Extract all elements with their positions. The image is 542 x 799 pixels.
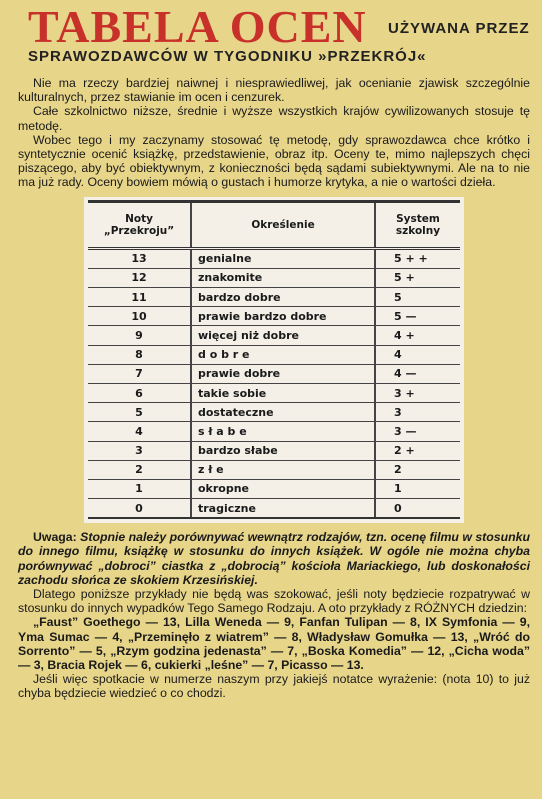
cell-okreslenie: więcej niż dobre xyxy=(191,326,375,345)
cell-nota: 0 xyxy=(88,499,191,519)
grades-table xyxy=(88,200,460,520)
cell-system: 0 xyxy=(375,499,460,519)
table-row xyxy=(88,403,460,422)
cell-okreslenie: s ł a b e xyxy=(191,422,375,441)
table-row xyxy=(88,288,460,307)
cell-okreslenie: z ł e xyxy=(191,460,375,479)
intro-paragraph-2: Całe szkolnictwo niższe, średnie i wyższe wszystkich krajów cywilizowanych stosuje tę metodę. xyxy=(18,104,530,133)
table-row xyxy=(88,383,460,402)
note-label: Uwaga: xyxy=(33,530,77,545)
cell-nota: 6 xyxy=(88,383,191,402)
table-row xyxy=(88,479,460,498)
cell-system: 4 xyxy=(375,345,460,364)
cell-nota: 4 xyxy=(88,422,191,441)
header-okreslenie: Określenie xyxy=(191,201,375,248)
grades-table-container xyxy=(84,197,464,524)
table-row xyxy=(88,441,460,460)
cell-system: 3 xyxy=(375,403,460,422)
cell-okreslenie: okropne xyxy=(191,479,375,498)
after-paragraph-1: Dlatego poniższe przykłady nie będą was szokować, jeśli noty będziecie rozpatrywać w stosunku do innych wypadków Tego Samego Rodzaju. A oto przykłady z RÓŻNYCH dziedzin: xyxy=(18,587,530,616)
table-row xyxy=(88,460,460,479)
header-nota: Noty „Przekroju” xyxy=(88,201,191,248)
table-body xyxy=(88,248,460,518)
cell-system: 1 xyxy=(375,479,460,498)
cell-nota: 12 xyxy=(88,268,191,287)
cell-okreslenie: prawie bardzo dobre xyxy=(191,307,375,326)
cell-okreslenie: d o b r e xyxy=(191,345,375,364)
cell-system: 2 xyxy=(375,460,460,479)
cell-okreslenie: genialne xyxy=(191,248,375,268)
cell-nota: 2 xyxy=(88,460,191,479)
intro-paragraph-1: Nie ma rzeczy bardziej naiwnej i niesprawiedliwej, jak ocenianie zjawisk szczególnie kulturalnych, przez stawianie im ocen i cenzurek. xyxy=(18,76,530,105)
closing-paragraph: Jeśli więc spotkacie w numerze naszym przy jakiejś notatce wyrażenie: (nota 10) to już chyba będziecie wiedzieć o co chodzi. xyxy=(18,672,530,701)
article-subtitle: SPRAWOZDAWCÓW W TYGODNIKU »PRZEKRÓJ« xyxy=(28,48,427,65)
cell-system: 5 + xyxy=(375,268,460,287)
cell-system: 5 + + xyxy=(375,248,460,268)
table-header-row xyxy=(88,201,460,248)
cell-system: 5 xyxy=(375,288,460,307)
cell-system: 4 — xyxy=(375,364,460,383)
examples-paragraph: „Faust” Goethego — 13, Lilla Weneda — 9, Fanfan Tulipan — 8, IX Symfonia — 9, Yma Sumac — 4, „Przeminęło z wiatrem” — 8, Władysław Gomułka — 13, „Wróć do Sorrento” — 5, „Rzym godzina jedenasta” — 7, „Boska Komedia” — 12, „Cicha woda” — 3, Bracia Rojek — 6, cukierki „leśne” — 7, Picasso — 13. xyxy=(18,615,530,673)
cell-nota: 8 xyxy=(88,345,191,364)
cell-nota: 1 xyxy=(88,479,191,498)
cell-okreslenie: bardzo dobre xyxy=(191,288,375,307)
cell-nota: 7 xyxy=(88,364,191,383)
table-row xyxy=(88,268,460,287)
article-header xyxy=(18,1,530,66)
cell-okreslenie: bardzo słabe xyxy=(191,441,375,460)
article-title: TABELA OCEN xyxy=(28,1,367,52)
table-row xyxy=(88,307,460,326)
cell-system: 2 + xyxy=(375,441,460,460)
note-paragraph xyxy=(18,530,530,587)
cell-system: 5 — xyxy=(375,307,460,326)
cell-okreslenie: znakomite xyxy=(191,268,375,287)
intro-section xyxy=(18,76,530,190)
table-row xyxy=(88,422,460,441)
cell-okreslenie: tragiczne xyxy=(191,499,375,519)
note-body: Stopnie należy porównywać wewnątrz rodzajów, tzn. ocenę filmu w stosunku do innego filmu, książkę w stosunku do innych książek. W ogóle nie można chyba porównywać „dobroci” ciastka z „dobrocią” kościoła Mariackiego, lub doskonałości zachodu słońca ze skokiem Krzesińskiej. xyxy=(18,530,530,587)
cell-system: 3 — xyxy=(375,422,460,441)
cell-nota: 9 xyxy=(88,326,191,345)
cell-nota: 3 xyxy=(88,441,191,460)
cell-nota: 10 xyxy=(88,307,191,326)
cell-okreslenie: dostateczne xyxy=(191,403,375,422)
table-row xyxy=(88,248,460,268)
table-row xyxy=(88,326,460,345)
intro-paragraph-3: Wobec tego i my zaczynamy stosować tę metodę, gdy sprawozdawca chce krótko i syntetycznie ocenić książkę, przedstawienie, obraz itp. Oceny te, mimo najlepszych chęci piszącego, aby być obiektywnym, z konieczności będą sądami subiektywnymi. Ale na to nie ma już rady. Oceny bowiem mówią o gustach i humorze krytyka, a nie o wartości dzieła. xyxy=(18,132,530,190)
cell-nota: 5 xyxy=(88,403,191,422)
cell-okreslenie: prawie dobre xyxy=(191,364,375,383)
table-row xyxy=(88,499,460,519)
table-row xyxy=(88,364,460,383)
cell-okreslenie: takie sobie xyxy=(191,383,375,402)
cell-nota: 13 xyxy=(88,248,191,268)
title-trailing-text: UŻYWANA PRZEZ xyxy=(388,20,530,37)
table-row xyxy=(88,345,460,364)
cell-nota: 11 xyxy=(88,288,191,307)
cell-system: 3 + xyxy=(375,383,460,402)
header-system: System szkolny xyxy=(375,201,460,248)
cell-system: 4 + xyxy=(375,326,460,345)
